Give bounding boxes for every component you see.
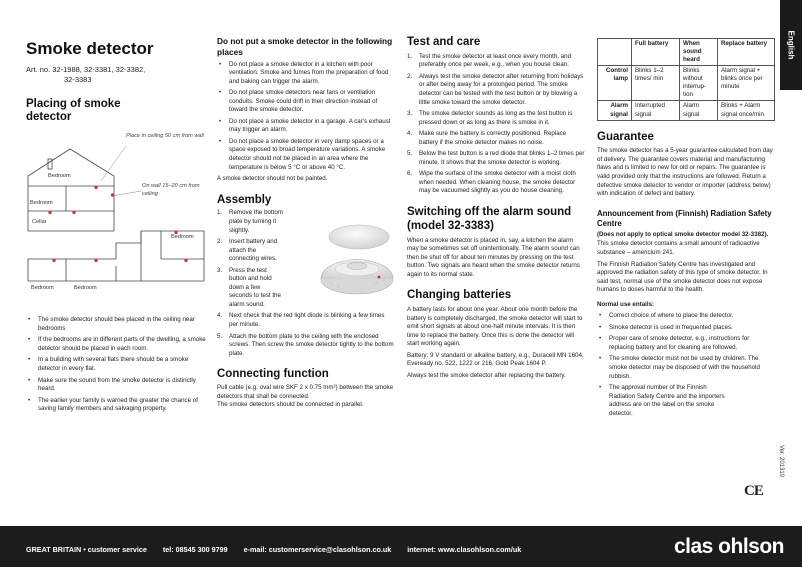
announcement-text-approval: The Finnish Radiation Safety Centre has investigated and approved the radiation safety of this type of smoke detector. In said test, normal use of the smoke detector does not expose humans to doses harmful to the health. [597, 260, 768, 294]
connecting-text: Pull cable (e.g. oval wire SKF 2 x 0.75 mm²) between the smoke detectors that shall be connected. [217, 384, 394, 400]
normal-use-heading: Normal use entails: [597, 300, 655, 308]
list-item: 4. Next check that the red light diode is blinking a few times per minute. [217, 312, 385, 329]
table-header: Replace battery [718, 39, 775, 66]
table-cell: Alarm signal + blinks once per minute [718, 66, 775, 101]
battery-test-text: Always test the smoke detector after replacing the battery. [407, 371, 566, 379]
table-cell: Alarm signal [598, 101, 632, 120]
room-label: Bedroom [48, 173, 71, 180]
list-item: • Make sure the sound from the smoke detector is distinctly heard. [26, 377, 206, 394]
smoke-detector-illustration [313, 209, 399, 321]
changing-batteries-heading: Changing batteries [407, 289, 512, 302]
test-care-heading: Test and care [407, 36, 481, 48]
table-cell: Interrupted signal [632, 101, 680, 120]
column-guarantee [597, 36, 775, 421]
list-item: 5. Attach the bottom plate to the ceiling with the enclosed screws. Then screw the smoke detector tightly to the bottom plate. [217, 332, 394, 357]
list-item: 2. Always test the smoke detector after returning from holidays or after being away for a prolonged period. The smoke detector can be tested with the test button or by blowing a little smoke toward the smoke detector. [407, 72, 584, 106]
list-item: • Smoke detector is used in frequented places. [597, 324, 761, 333]
table-cell: Alarm signal [680, 101, 718, 120]
ceiling-placement-note: Place in ceiling 50 cm from wall [126, 133, 205, 140]
assembly-heading: Assembly [217, 193, 272, 206]
column-assembly [217, 36, 395, 413]
table-header: Full battery [632, 39, 680, 66]
table-row [598, 66, 775, 101]
dont-place-list [217, 61, 395, 173]
language-tab: English [780, 0, 802, 90]
guarantee-heading: Guarantee [597, 130, 654, 143]
list-item: 3. The smoke detector sounds as long as the test button is pressed down or as long as there is smoke in it. [407, 110, 573, 126]
footer-website-link[interactable]: internet: www.clasohlson.com/uk [407, 545, 522, 554]
status-table [597, 38, 775, 121]
list-item: • Proper care of smoke detector, e.g., instructions for replacing battery and for cleaning are followed. [597, 335, 761, 352]
table-cell: Blinks without interrup- tion [680, 66, 718, 101]
list-item: 3. Press the test button and hold down a few seconds to test the alarm sound. [217, 266, 281, 308]
table-row [598, 101, 775, 120]
placing-heading: Placing of smoke detector [26, 97, 121, 124]
list-item: 1. Test the smoke detector at least once every month, and preferably once per week, e.g., when you house clean. [407, 52, 572, 69]
batteries-text: A battery lasts for about one year. About one month before the battery is completely discharged, the smoke detector will start to emit short signals at about one-half minute intervals. It is then time to replace the battery. Once this is done the detector will start working again. [407, 306, 583, 348]
battery-types-text: Battery: 9 V standard or alkaline battery, e.g., Duracell MN 1604, Eveready no. 522, 1222 or 216, Gold Peak 1604 P. [407, 351, 584, 368]
footer-bar [0, 526, 802, 567]
column-placing [26, 36, 206, 417]
table-header [598, 39, 632, 66]
version-label: Ver. 201310 [777, 444, 784, 478]
list-item: • Do not place a smoke detector in a kitchen with poor ventilation. Smoke and fumes from the preparation of food and baking can trigger the alarm. [217, 61, 395, 87]
column-test-care [407, 36, 585, 384]
paint-note: A smoke detector should not be painted. [217, 175, 328, 183]
wall-placement-note: On wall 15–20 cm from ceiling [142, 183, 200, 197]
list-item: • In a building with several flats there should be a smoke detector in every flat. [26, 356, 206, 373]
article-numbers: Art. no. 32-1988, 32-3381, 32-3382, 32-3383 [26, 64, 146, 85]
switch-off-heading: Switching off the alarm sound (model 32-3383) [407, 206, 572, 232]
list-item: 1. Remove the bottom plate by turning it slightly. [217, 209, 283, 234]
list-item: • Correct choice of where to place the detector. [597, 312, 761, 321]
list-item: • The approval number of the Finnish Radiation Safety Centre and the importers address are on the label on the smoke detector. [597, 384, 761, 418]
list-item: • The smoke detector should bee placed in the ceiling near bedrooms [26, 316, 206, 333]
room-label: Bedroom [30, 200, 53, 207]
footer-email-link[interactable]: e-mail: customerservice@clasohlson.co.uk [243, 545, 392, 554]
list-item: • The earlier your family is warned the greater the chance of saving family members and salvaging property. [26, 397, 206, 414]
table-cell: Blinks 1–2 times/ min [632, 66, 680, 101]
connecting-heading: Connecting function [217, 368, 329, 381]
list-item: • If the bedrooms are in different parts of the dwelling, a smoke detector should be placed in each room. [26, 336, 206, 353]
footer-region: GREAT BRITAIN • customer service [26, 545, 147, 554]
table-row [598, 39, 775, 66]
footer-contact [26, 545, 535, 554]
test-care-steps [407, 53, 585, 196]
page-title: Smoke detector [26, 39, 154, 58]
room-label: Bedroom [74, 285, 97, 292]
list-item: 2. Insert battery and attach the connecting wires. [217, 238, 278, 263]
brand-logo: clas ohlson [673, 535, 784, 558]
house-diagram [26, 131, 206, 306]
table-cell: Blinks + Alarm signal once/min [718, 101, 775, 120]
announcement-text: This smoke detector contains a small amount of radioactive substance – americium 241. [597, 240, 760, 256]
normal-use-list [597, 312, 775, 418]
list-item: 6. Wipe the surface of the smoke detector with a moist cloth when needed. When cleaning house, the smoke detector may be vacuumed slightly as you do house cleaning. [407, 170, 576, 195]
list-item: 4. Make sure the battery is correctly positioned. Replace battery if the smoke detector makes no noise. [407, 130, 567, 146]
room-label: Bedroom [171, 234, 194, 241]
placing-tips [26, 316, 206, 413]
ce-mark: CE [744, 483, 763, 499]
table-cell: Control lamp [598, 66, 632, 101]
connecting-text-parallel: The smoke detectors should be connected in parallel. [217, 401, 364, 409]
table-header: When sound heard [680, 39, 718, 66]
list-item: • Do not place a smoke detector in a garage. A car's exhaust may trigger an alarm. [217, 118, 395, 135]
dont-place-heading: Do not put a smoke detector in the following places [217, 36, 393, 57]
announcement-heading: Announcement from (Finnish) Radiation Safety Centre [597, 208, 772, 228]
switch-off-text: When a smoke detector is placed in, say, a kitchen the alarm may be sometimes set off unintentionally. The alarm sound can then be shut off for about ten minutes by pressing on the test button. Two signals are heard when the smoke detector returns again to its normal state. [407, 236, 580, 278]
footer-phone: tel: 08545 300 9799 [162, 545, 228, 554]
announcement-subtitle: (Does not apply to optical smoke detector model 32-3382). [597, 230, 769, 238]
room-label: Cellar [32, 219, 47, 226]
room-label: Bedroom [31, 285, 54, 292]
guarantee-text: The smoke detector has a 5-year guarantee calculated from day of delivery. The guarantee covers material and manufacturing flaws and is limited to new for old or repairs. The guarantee is valid provided only that the instructions are followed. Return a defective smoke detector to vendor or importer (address below) with indication of defect and battery. [597, 147, 773, 198]
house-outline-diagram [26, 131, 206, 306]
list-item: 5. Below the test button is a red diode that blinks 1–2 times per minute. It shows that the smoke detector is working. [407, 150, 585, 166]
list-item: • Do not place smoke detectors near fans or ventilation conduits. Smoke could drift in their direction instead of toward the smoke detector. [217, 89, 395, 115]
list-item: • The smoke detector must not be used by children. The smoke detector may be disposed of with the household rubbish. [597, 355, 761, 381]
list-item: • Do not place a smoke detector in very damp spaces or a space exposed to broad temperature variations. A smoke detector should not be placed in an area where the temperature is below 5 °C or above 40 °C. [217, 138, 395, 172]
